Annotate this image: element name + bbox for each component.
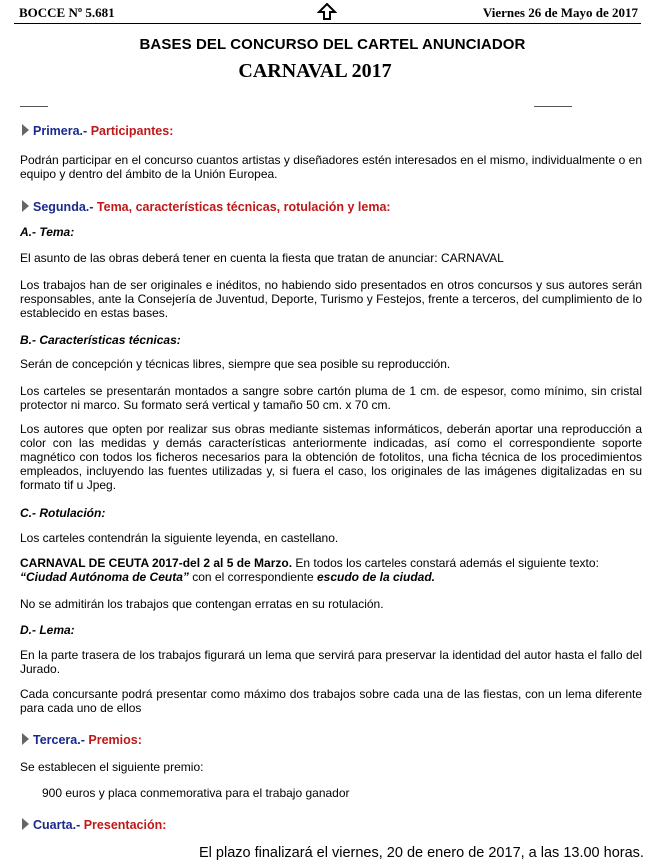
bulletin-number: BOCCE Nº 5.681 [19, 5, 115, 20]
caracteristicas-paragraph-1: Serán de concepción y técnicas libres, siempre que sea posible su reproducción. [20, 357, 451, 371]
section-primera-heading: Primera.- Participantes: [22, 124, 173, 138]
section-cuarta-heading: Cuarta.- Presentación: [22, 818, 166, 832]
caracteristicas-paragraph-2: Los carteles se presentarán montados a sangre sobre cartón pluma de 1 cm. de espesor, como mínimo, sin cristal protector ni marco. Su formato será vertical y tamaño 50 cm. x 70 cm. [20, 384, 642, 412]
bulletin-date: Viernes 26 de Mayo de 2017 [482, 5, 638, 20]
document-subtitle: CARNAVAL 2017 [238, 60, 392, 82]
subsection-b-title: B.- Características técnicas: [20, 333, 181, 347]
bullet-triangle-icon [22, 200, 29, 212]
lema-paragraph-2: Cada concursante podrá presentar como máximo dos trabajos sobre cada una de las fiestas, con un lema diferente para cada uno de ellos [20, 687, 642, 715]
rotulacion-paragraph-2: CARNAVAL DE CEUTA 2017-del 2 al 5 de Marzo. En todos los carteles constará además el siguiente texto: “Ciudad Autónoma de Ceuta” con el correspondiente escudo de la ciudad. [20, 556, 599, 584]
page-header [0, 0, 665, 22]
rotulacion-paragraph-3: No se admitirán los trabajos que contengan erratas en su rotulación. [20, 597, 384, 611]
separator-left [20, 106, 48, 107]
bullet-triangle-icon [22, 124, 29, 136]
tema-paragraph-2: Los trabajos han de ser originales e inéditos, no habiendo sido presentados en otros concursos y sus autores serán responsables, ante la Consejería de Juventud, Deporte, Turismo y Festejos, frente a terceros, del cumplimiento de lo establecido en estas bases. [20, 278, 642, 320]
premios-paragraph-2: 900 euros y placa conmemorativa para el trabajo ganador [42, 786, 350, 800]
tema-paragraph-1: El asunto de las obras deberá tener en cuenta la fiesta que tratan de anunciar: CARNAVAL [20, 251, 504, 265]
subsection-d-title: D.- Lema: [20, 623, 75, 637]
section-tercera-heading: Tercera.- Premios: [22, 733, 142, 747]
primera-text: Podrán participar en el concurso cuantos artistas y diseñadores estén interesados en el mismo, individualmente o en equipo y dentro del ámbito de la Unión Europea. [20, 153, 642, 181]
bullet-triangle-icon [22, 818, 29, 830]
bullet-triangle-icon [22, 733, 29, 745]
premios-paragraph-1: Se establecen el siguiente premio: [20, 760, 204, 774]
separator-right [534, 106, 572, 107]
rotulacion-paragraph-1: Los carteles contendrán la siguiente leyenda, en castellano. [20, 531, 339, 545]
subsection-c-title: C.- Rotulación: [20, 506, 106, 520]
subsection-a-title: A.- Tema: [20, 225, 75, 239]
lema-paragraph-1: En la parte trasera de los trabajos figurará un lema que servirá para preservar la identidad del autor hasta el fallo del Jurado. [20, 648, 642, 676]
caracteristicas-paragraph-3: Los autores que opten por realizar sus obras mediante sistemas informáticos, deberán aportar una reproducción a color con las medidas y demás características anteriormente indicadas, así como el correspondiente soporte magnético con todos los ficheros necesarios para la obtención de fotolitos, una ficha técnica de los procedimientos empleados, incluyendo las fuentes utilizadas y, si fuera el caso, los originales de las imágenes digitalizadas en su formato tif u Jpeg. [20, 422, 642, 492]
presentacion-paragraph-1: El plazo finalizará el viernes, 20 de enero de 2017, a las 13.00 horas. [199, 845, 644, 861]
section-segunda-heading: Segunda.- Tema, características técnicas, rotulación y lema: [22, 200, 391, 214]
header-rule [14, 23, 641, 24]
document-title: BASES DEL CONCURSO DEL CARTEL ANUNCIADOR [139, 36, 526, 53]
up-arrow-icon[interactable] [317, 3, 337, 21]
